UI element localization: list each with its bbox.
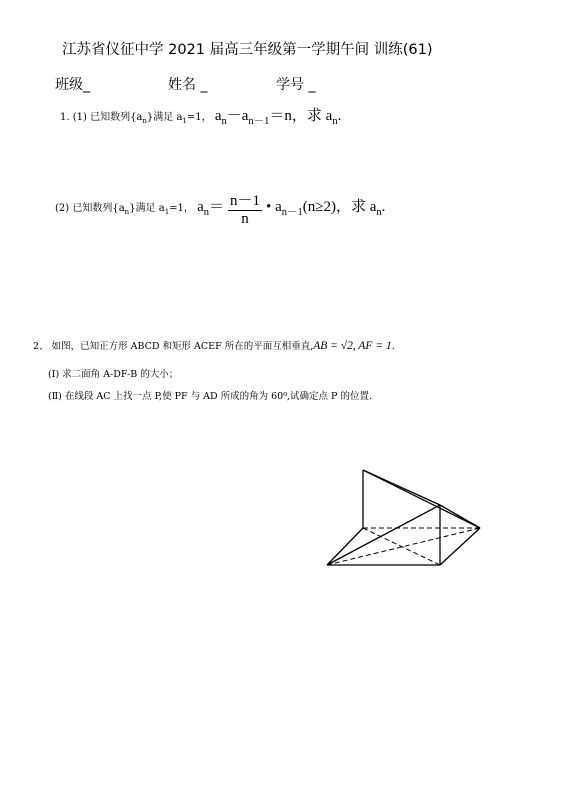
q2-stem-text: 2、 如图，已知正方形 ABCD 和矩形 ACEF 所在的平面互相垂直, — [33, 341, 314, 352]
q1b-dot-a: • a — [266, 199, 282, 215]
q1b-equation — [197, 199, 225, 218]
q1a-eq-rhs: ＝n，求 a — [269, 108, 333, 124]
q1b-end-sub: n — [376, 207, 382, 218]
page-title: 江苏省仪征中学 2021 届高三年级第一学期午间 训练(61) — [62, 42, 433, 58]
edge-fe-top — [363, 470, 480, 528]
q1b-eq-a: a — [197, 199, 204, 215]
q1a-eq-minus: －a — [226, 108, 249, 124]
q1b-mid: }满足 a — [129, 203, 165, 214]
hidden-diagonal-2 — [327, 528, 480, 565]
q1a-eq-sub1: n — [221, 116, 227, 127]
edge-e-c — [440, 505, 480, 528]
question-1-part-1 — [60, 104, 341, 128]
q1b-sub-n: n — [124, 208, 130, 216]
name-label: 姓名 _ — [168, 77, 208, 93]
q2-stem-end: . — [391, 341, 395, 352]
geometry-figure — [320, 462, 490, 572]
student-id-label: 学号 _ — [276, 77, 316, 93]
fraction-numerator: n－1 — [228, 189, 262, 211]
q1a-eq-sub2: n－1 — [248, 116, 270, 127]
q1b-end: . — [381, 199, 386, 215]
q1a-sub-n: n — [142, 117, 147, 125]
q1a-equation — [214, 108, 342, 127]
question-2-stem — [33, 338, 395, 352]
q1b-sub-1: 1 — [164, 208, 170, 216]
q1a-mid: }满足 a — [146, 112, 183, 123]
edge-diagonal-face — [327, 505, 440, 565]
q1b-cond2: (n≥2)，求 a — [302, 199, 377, 215]
q1a-sub-1: 1 — [182, 117, 187, 125]
edge-front-right — [440, 528, 480, 565]
q1b-eq-equals: ＝ — [209, 199, 225, 215]
q2-math: AB = √2, AF = 1 — [313, 340, 392, 352]
edge-front-left — [327, 528, 363, 565]
q1b-eq-sub1: n — [203, 207, 210, 218]
q1b-prefix: (2) 已知数列{a — [55, 203, 125, 214]
q1a-cond: =1， — [186, 112, 212, 123]
question-2-part-1: (Ⅰ) 求二面角 A-DF-B 的大小； — [48, 369, 179, 380]
fraction — [228, 189, 262, 228]
q1a-eq-a: a — [214, 108, 222, 124]
fraction-denominator: n — [241, 211, 249, 227]
q1b-dot-sub: n－1 — [281, 207, 303, 218]
q1a-end: . — [337, 108, 342, 124]
question-2-part-2: (Ⅱ) 在线段 AC 上找一点 P,使 PF 与 AD 所成的角为 60⁰,试确定点 P 的位置. — [48, 391, 372, 402]
q1a-prefix: 1. (1) 已知数列{a — [60, 112, 143, 123]
edge-f-e — [363, 470, 440, 505]
q1b-cond: =1， — [169, 203, 194, 214]
question-1-part-2 — [55, 189, 385, 228]
class-label: 班级_ — [55, 77, 90, 93]
q1a-eq-sub3: n — [332, 116, 338, 127]
q1b-equation-tail — [266, 199, 386, 218]
